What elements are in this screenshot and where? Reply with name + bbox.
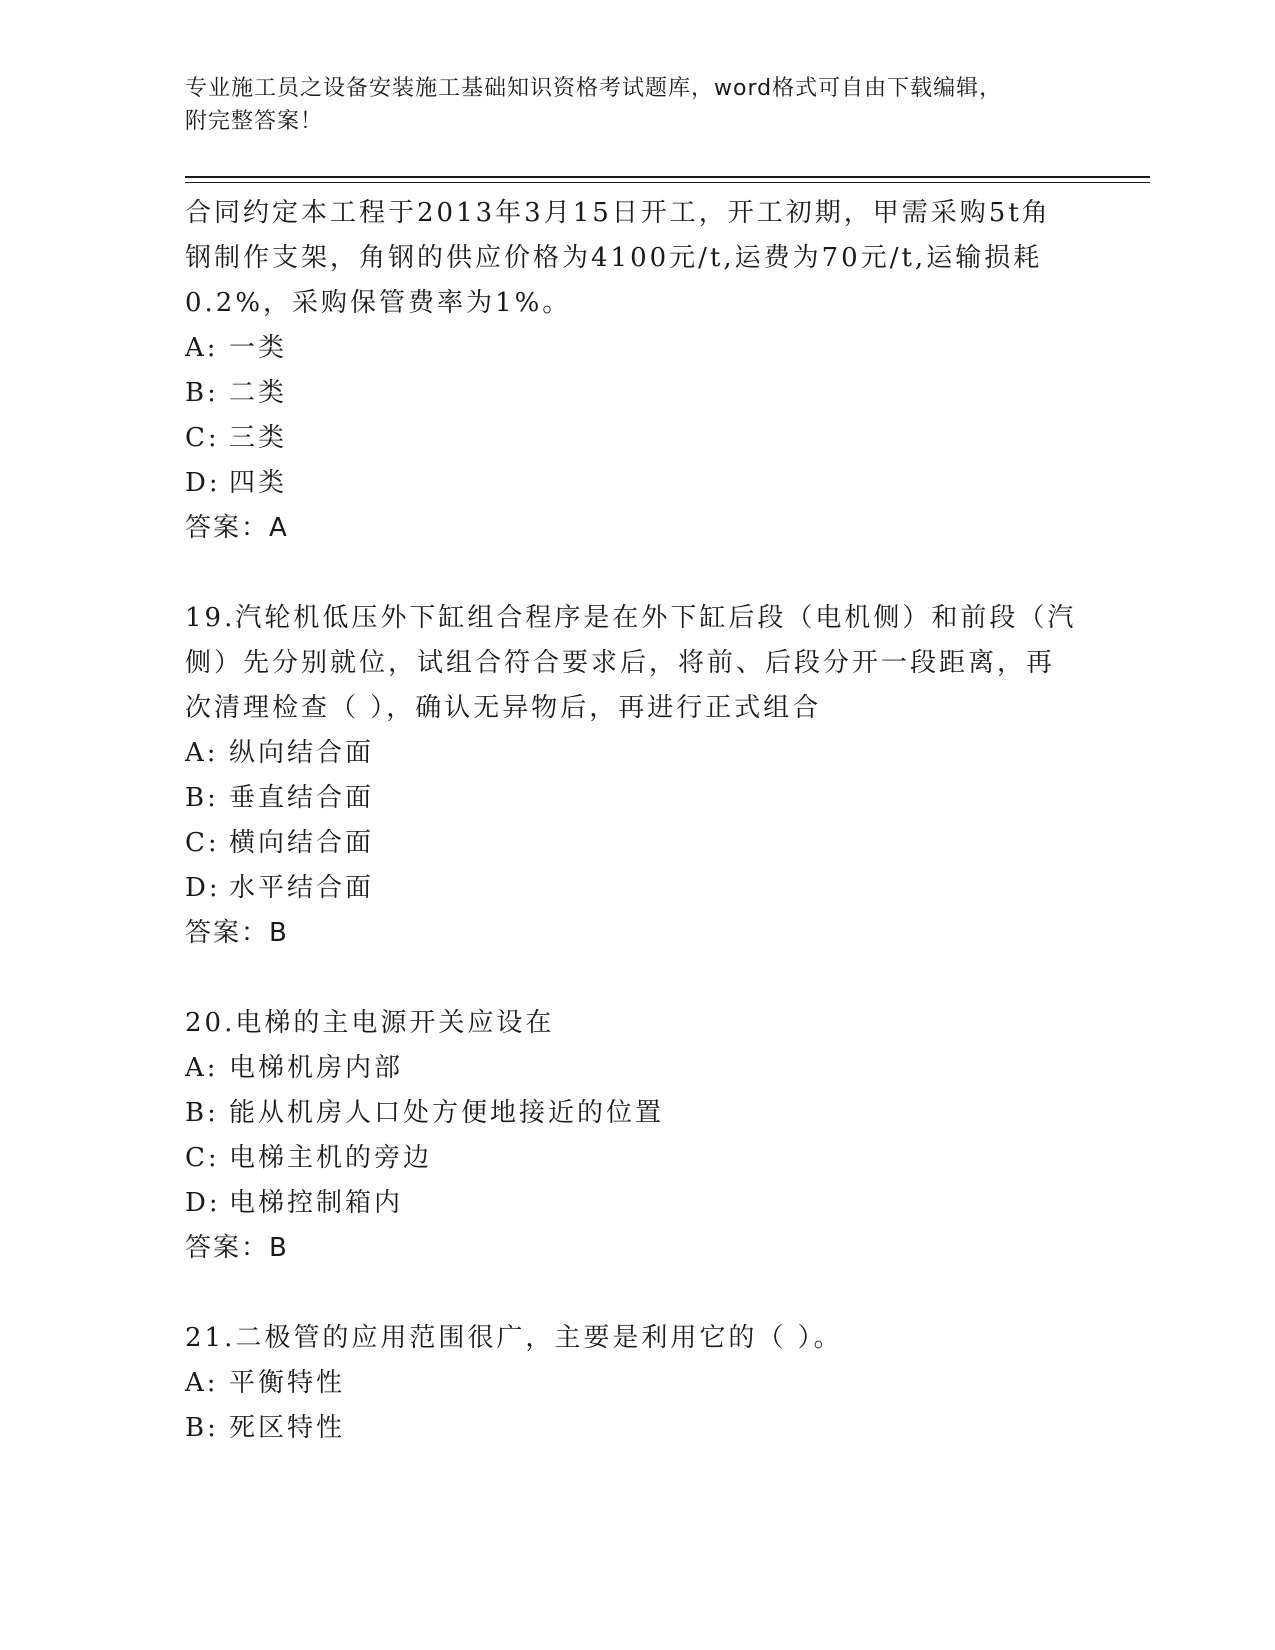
question-stem-line: 侧）先分别就位，试组合符合要求后，将前、后段分开一段距离，再 [185, 648, 1056, 678]
option-text: 能从机房人口处方便地接近的位置 [229, 1098, 665, 1128]
option-label: A: [185, 1053, 219, 1083]
option-a [185, 1361, 1085, 1406]
question-21 [185, 1316, 1085, 1451]
question-19 [185, 596, 1085, 956]
option-label: A: [185, 738, 219, 768]
spacer [185, 1271, 1085, 1316]
header-divider-thin [185, 182, 1150, 183]
question-18 [185, 191, 1085, 551]
option-label: D: [185, 1188, 221, 1218]
option-label: C: [185, 828, 220, 858]
option-text: 四类 [229, 468, 288, 498]
option-text: 电梯机房内部 [229, 1053, 404, 1083]
option-text: 二类 [229, 378, 288, 408]
option-c [185, 1136, 1085, 1181]
question-stem-line: 合同约定本工程于2013年3月15日开工，开工初期，甲需采购5t角 [185, 198, 1051, 228]
option-b [185, 371, 1085, 416]
option-label: B: [185, 783, 219, 813]
option-label: B: [185, 1098, 219, 1128]
option-text: 平衡特性 [229, 1368, 346, 1398]
option-a [185, 1046, 1085, 1091]
option-label: B: [185, 378, 219, 408]
header-line-1: 专业施工员之设备安装施工基础知识资格考试题库，word格式可自由下载编辑， [185, 76, 1003, 101]
question-stem-line: 20.电梯的主电源开关应设在 [185, 1008, 555, 1038]
option-c [185, 416, 1085, 461]
question-stem-line: 19.汽轮机低压外下缸组合程序是在外下缸后段（电机侧）和前段（汽 [185, 603, 1077, 633]
option-text: 垂直结合面 [229, 783, 375, 813]
question-stem-line: 次清理检查（ ），确认无异物后，再进行正式组合 [185, 693, 822, 723]
option-b [185, 776, 1085, 821]
spacer [185, 956, 1085, 1001]
question-stem-line: 21.二极管的应用范围很广，主要是利用它的（ ）。 [185, 1323, 843, 1353]
option-text: 死区特性 [229, 1413, 346, 1443]
option-label: D: [185, 873, 221, 903]
option-b [185, 1406, 1085, 1451]
option-b [185, 1091, 1085, 1136]
option-text: 电梯控制箱内 [229, 1188, 404, 1218]
option-label: C: [185, 1143, 220, 1173]
option-label: B: [185, 1413, 219, 1443]
option-text: 纵向结合面 [229, 738, 375, 768]
document-header [185, 72, 1065, 138]
option-label: A: [185, 1368, 219, 1398]
option-a [185, 731, 1085, 776]
answer-line: 答案：A [185, 513, 289, 543]
header-divider-thick [185, 176, 1150, 178]
option-label: D: [185, 468, 221, 498]
answer-line: 答案：B [185, 918, 289, 948]
question-list [185, 191, 1085, 1451]
option-d [185, 1181, 1085, 1226]
option-text: 一类 [229, 333, 288, 363]
option-text: 横向结合面 [229, 828, 375, 858]
question-stem-line: 0.2%，采购保管费率为1%。 [185, 288, 572, 318]
option-a [185, 326, 1085, 371]
option-d [185, 461, 1085, 506]
question-20 [185, 1001, 1085, 1271]
option-text: 电梯主机的旁边 [229, 1143, 433, 1173]
option-text: 三类 [229, 423, 288, 453]
spacer [185, 551, 1085, 596]
option-d [185, 866, 1085, 911]
option-label: A: [185, 333, 219, 363]
answer-line: 答案：B [185, 1233, 289, 1263]
option-c [185, 821, 1085, 866]
question-stem-line: 钢制作支架，角钢的供应价格为4100元/t,运费为70元/t,运输损耗 [185, 243, 1043, 273]
header-line-2: 附完整答案！ [185, 109, 324, 134]
option-label: C: [185, 423, 220, 453]
option-text: 水平结合面 [229, 873, 375, 903]
